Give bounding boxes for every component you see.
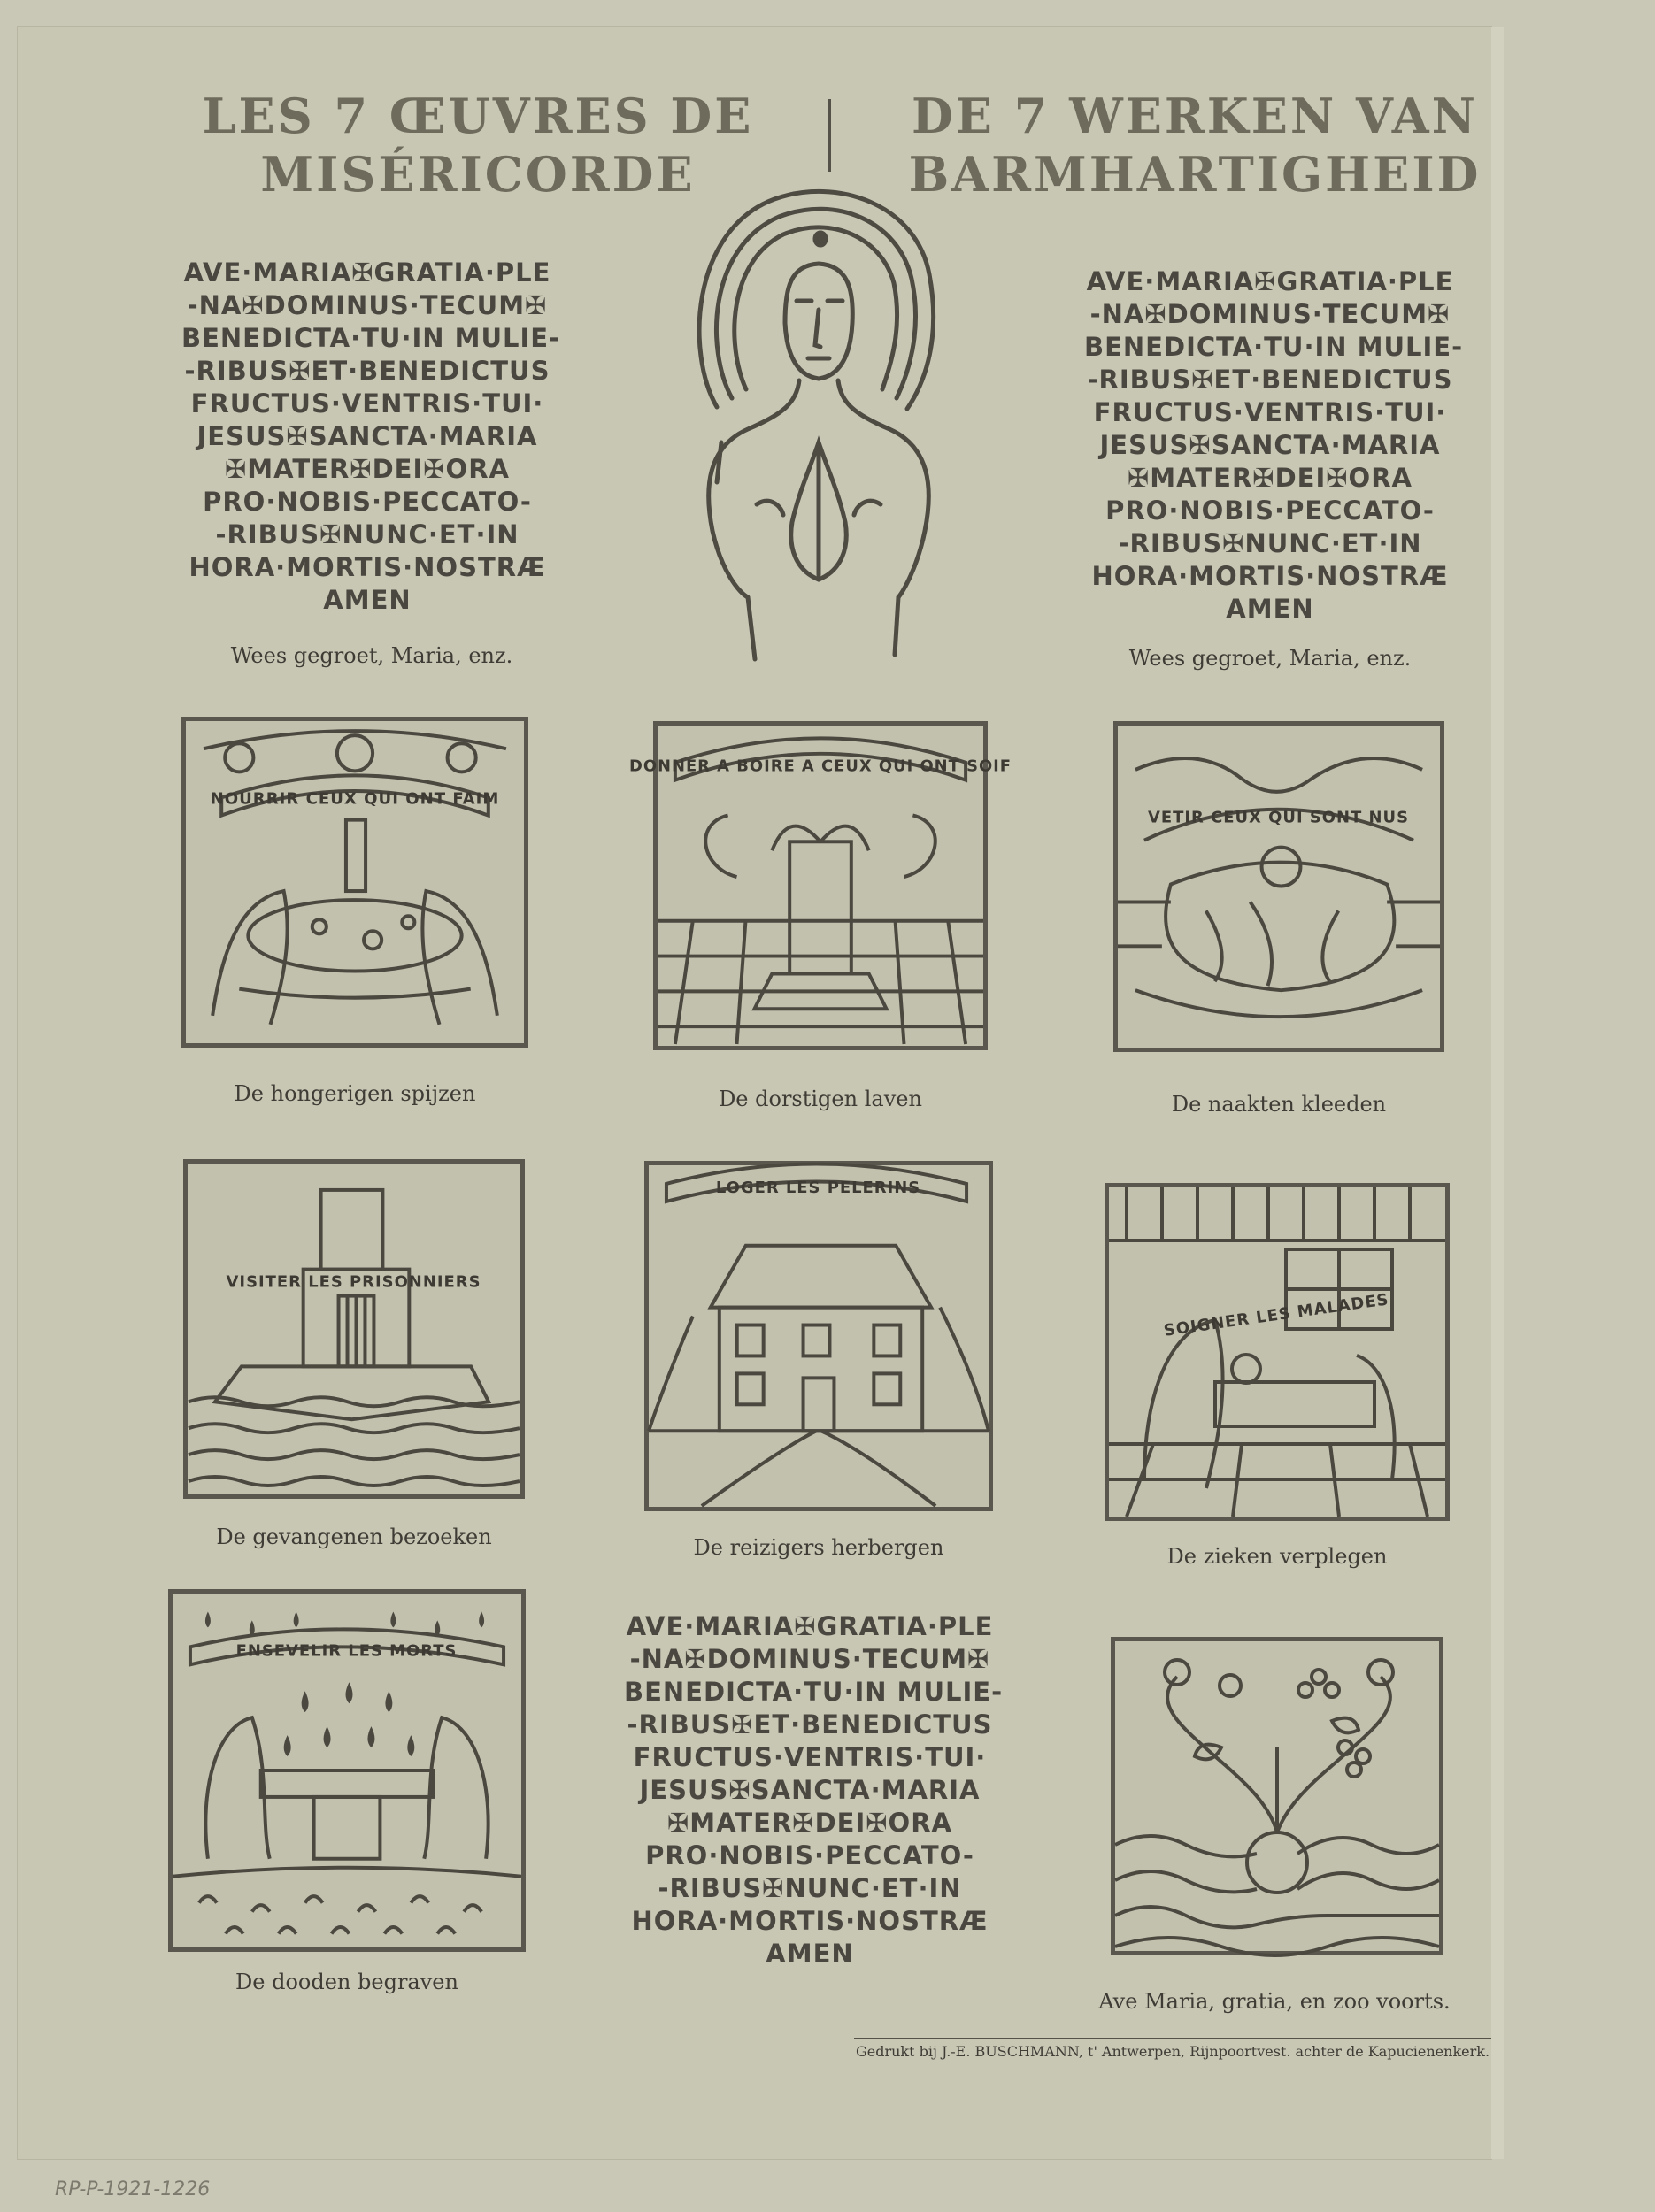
title-dutch — [885, 87, 1505, 204]
fountain-woodcut-icon — [628, 721, 1012, 1050]
banner-clothing: VETIR CEUX QUI SONT NUS — [1148, 808, 1410, 827]
title-dutch-line-1: DE 7 WERKEN VAN — [911, 88, 1479, 144]
banner-house: LOGER LES PELERINS — [715, 1178, 921, 1197]
caption-fountain: De dorstigen laven — [719, 1087, 922, 1111]
printer-imprint: Gedrukt bij J.-E. BUSCHMANN, t' Antwerpen, Rijnpoortvest. achter de Kapucienenkerk. — [854, 2038, 1491, 2060]
prayer-caption-right: Wees gegroet, Maria, enz. — [1128, 646, 1412, 671]
banner-fountain: DONNER A BOIRE A CEUX QUI ONT SOIF — [628, 757, 1012, 776]
tree-woodcut-icon — [1111, 1637, 1443, 1955]
burial-woodcut-icon — [168, 1589, 526, 1952]
feeding-woodcut-icon — [181, 717, 528, 1048]
banner-prison: VISITER LES PRISONNIERS — [226, 1272, 481, 1292]
prison-woodcut-icon — [183, 1159, 525, 1499]
title-french-line-2: MISÉRICORDE — [260, 146, 696, 203]
ave-maria-prayer-right: AVE·MARIA✠GRATIA·PLE -NA✠DOMINUS·TECUM✠ BENEDICTA·TU·IN MULIE- -RIBUS✠ET·BENEDICTUS FRUCTUS·VENTRIS·TUI· JESUS✠SANCTA·MARIA ✠MATER✠DEI✠ORA PRO·NOBIS·PECCATO- -RIBUS✠NUNC·ET·IN HORA·MORTIS·NOSTRÆ AMEN — [1084, 266, 1464, 624]
caption-feeding: De hongerigen spijzen — [234, 1081, 476, 1106]
house-woodcut-icon — [644, 1161, 993, 1511]
caption-clothing: De naakten kleeden — [1171, 1092, 1387, 1117]
praying-madonna-icon — [686, 177, 951, 672]
prayer-caption-left: Wees gegroet, Maria, enz. — [230, 643, 513, 668]
caption-burial: De dooden begraven — [235, 1970, 458, 1994]
sickbed-woodcut-icon — [1105, 1183, 1450, 1521]
banner-feeding: NOURRIR CEUX QUI ONT FAIM — [210, 789, 500, 809]
banner-sickbed: SOIGNER LES MALADES — [1162, 1290, 1390, 1340]
title-french-line-1: LES 7 ŒUVRES DE — [202, 88, 754, 144]
title-divider — [828, 99, 831, 172]
paper-edge — [1491, 27, 1504, 2159]
ave-maria-prayer-left: AVE·MARIA✠GRATIA·PLE -NA✠DOMINUS·TECUM✠ BENEDICTA·TU·IN MULIE- -RIBUS✠ET·BENEDICTUS FRUCTUS·VENTRIS·TUI· JESUS✠SANCTA·MARIA ✠MATER✠DEI✠ORA PRO·NOBIS·PECCATO- -RIBUS✠NUNC·ET·IN HORA·MORTIS·NOSTRÆ AMEN — [181, 257, 561, 615]
title-dutch-line-2: BARMHARTIGHEID — [908, 146, 1482, 203]
banner-burial: ENSEVELIR LES MORTS — [235, 1641, 458, 1661]
caption-sickbed: De zieken verplegen — [1166, 1544, 1388, 1569]
caption-house: De reizigers herbergen — [693, 1535, 944, 1560]
caption-final: Ave Maria, gratia, en zoo voorts. — [1098, 1989, 1451, 2014]
caption-prison: De gevangenen bezoeken — [216, 1525, 492, 1549]
clothing-woodcut-icon — [1113, 721, 1444, 1052]
catalog-number: RP-P-1921-1226 — [55, 2178, 211, 2200]
ave-maria-prayer-center: AVE·MARIA✠GRATIA·PLE -NA✠DOMINUS·TECUM✠ BENEDICTA·TU·IN MULIE- -RIBUS✠ET·BENEDICTUS FRUCTUS·VENTRIS·TUI· JESUS✠SANCTA·MARIA ✠MATER✠DEI✠ORA PRO·NOBIS·PECCATO- -RIBUS✠NUNC·ET·IN HORA·MORTIS·NOSTRÆ AMEN — [624, 1611, 1004, 1969]
